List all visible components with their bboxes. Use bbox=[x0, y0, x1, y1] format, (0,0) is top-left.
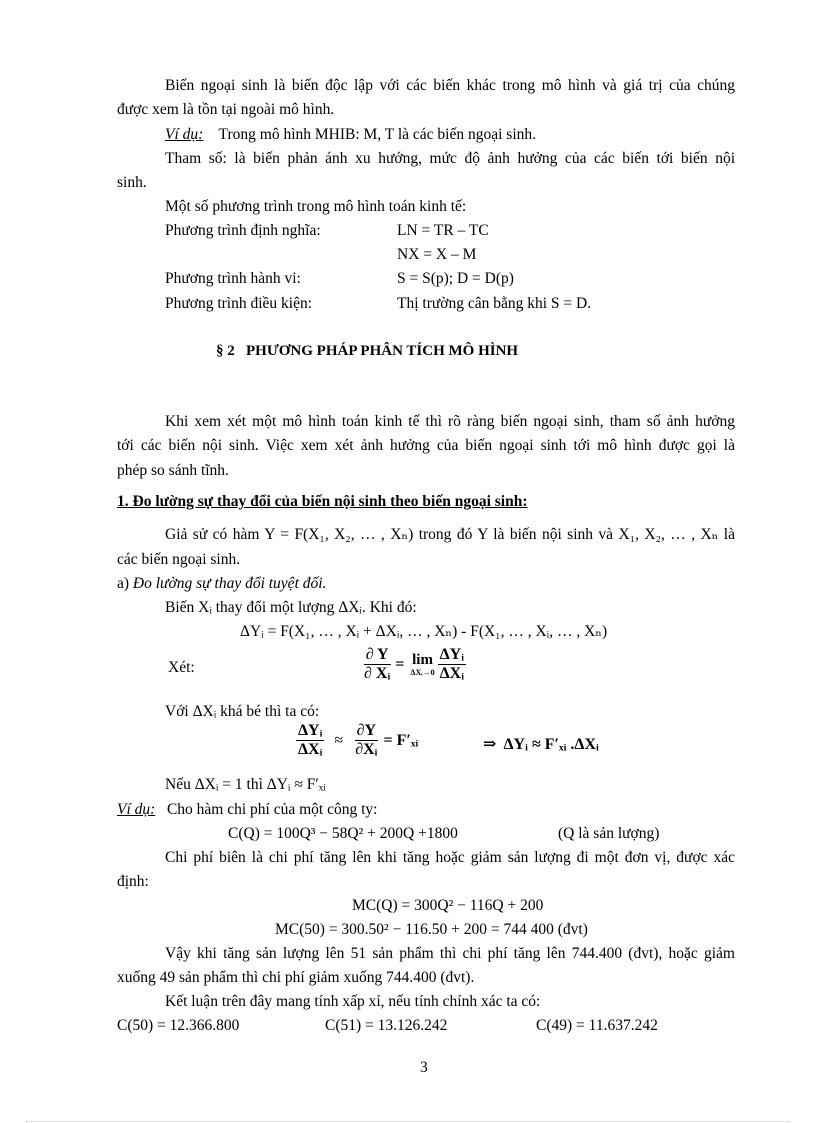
para-function-line2: các biến ngoại sinh. bbox=[117, 551, 241, 568]
value-c49: C(49) = 11.637.242 bbox=[536, 1017, 658, 1034]
section-title: § 2 PHƯƠNG PHÁP PHÂN TÍCH MÔ HÌNH bbox=[216, 343, 519, 359]
def-label: Phương trình định nghĩa: bbox=[165, 222, 321, 239]
eq-approx bbox=[296, 722, 418, 759]
para-conclusion-line2: xuống 49 sản phẩm thì chi phí giảm xuống 744.400 (đvt). bbox=[117, 969, 475, 986]
para-variable-change: Biến Xᵢ thay đổi một lượng ΔXᵢ. Khi đó: bbox=[165, 599, 417, 616]
frac-partial-2 bbox=[353, 722, 379, 759]
example1 bbox=[165, 125, 536, 145]
eq-cost-note: (Q là sản lượng) bbox=[558, 825, 660, 842]
example2-label: Ví dụ: bbox=[117, 801, 156, 818]
para-conclusion-line1: Vậy khi tăng sản lượng lên 51 sản phẩm thì chi phí tăng lên 744.400 (đvt), hoặc giảm bbox=[165, 945, 735, 962]
frac-den: ΔXᵢ bbox=[439, 665, 465, 682]
def-eq1: LN = TR – TC bbox=[397, 222, 489, 239]
frac-dy-dx bbox=[438, 646, 466, 683]
page-bottom-divider bbox=[26, 1121, 790, 1122]
page-number: 3 bbox=[420, 1059, 428, 1076]
sub-heading-a bbox=[117, 574, 326, 594]
eq-cost: C(Q) = 100Q³ − 58Q² + 200Q +1800 bbox=[228, 825, 458, 842]
para-unit-change: Nếu ΔXᵢ = 1 thì ΔYᵢ ≈ F′ₓᵢ bbox=[165, 776, 326, 793]
frac-den: ∂ Xᵢ bbox=[364, 665, 391, 682]
frac-den: ∂Xᵢ bbox=[355, 741, 378, 758]
para-function-line1: Giả sử có hàm Y = F(X₁, X₂, … , Xₙ) trong đó Y là biến nội sinh và X₁, X₂, … , Xₙ là bbox=[165, 526, 735, 543]
beh-label: Phương trình hành vi: bbox=[165, 270, 301, 287]
para-equations-intro: Một số phương trình trong mô hình toán kinh tế: bbox=[165, 198, 467, 215]
para-parameter-line1: Tham số: là biến phản ánh xu hướng, mức độ ảnh hưởng của các biến tới biến nội bbox=[165, 150, 735, 167]
eq-mc: MC(Q) = 300Q² − 116Q + 200 bbox=[352, 897, 544, 914]
limit-text: lim bbox=[412, 651, 433, 668]
cond-eq: Thị trường cân bằng khi S = D. bbox=[397, 295, 592, 312]
para-small-change: Với ΔXᵢ khá bé thì ta có: bbox=[165, 703, 320, 720]
frac-partial-y-x bbox=[362, 646, 392, 683]
para-exogenous-line2: được xem là tồn tại ngoài mô hình. bbox=[117, 101, 335, 118]
f-prime: = F′ₓᵢ bbox=[383, 731, 419, 749]
def-eq2: NX = X – M bbox=[397, 246, 477, 263]
frac-dy-dx-2 bbox=[296, 722, 324, 759]
cond-label: Phương trình điều kiện: bbox=[165, 295, 313, 312]
eq-partial-limit bbox=[362, 646, 466, 683]
frac-num: ΔYᵢ bbox=[298, 722, 323, 739]
limit bbox=[410, 653, 434, 677]
sub-heading-a-text: Đo lường sự thay đổi tuyệt đối. bbox=[132, 575, 327, 592]
frac-den: ΔXᵢ bbox=[298, 741, 323, 758]
approx-sign: ≈ bbox=[334, 731, 344, 749]
eq-implies: ⇒ ΔYᵢ ≈ F′ₓᵢ .ΔXᵢ bbox=[483, 736, 599, 753]
eq-sign: = bbox=[395, 655, 405, 673]
para-static-line2: tới các biến nội sinh. Việc xem xét ảnh hưởng của biến ngoại sinh tới mô hình được gọi là bbox=[117, 437, 735, 454]
beh-eq: S = S(p); D = D(p) bbox=[397, 270, 514, 287]
example2-text: Cho hàm chi phí của một công ty: bbox=[166, 801, 378, 818]
eq-delta-y: ΔYᵢ = F(X₁, … , Xᵢ + ΔXᵢ, … , Xₙ) - F(X₁, … , Xᵢ, … , Xₙ) bbox=[240, 623, 608, 640]
label-xet: Xét: bbox=[168, 659, 195, 676]
para-parameter-line2: sinh. bbox=[117, 174, 147, 191]
limit-sub: ΔXᵢ→0 bbox=[410, 667, 435, 677]
example1-label: Ví dụ: bbox=[165, 126, 204, 143]
para-exogenous-line1: Biến ngoại sinh là biến độc lập với các biến khác trong mô hình và giá trị của chúng bbox=[165, 77, 735, 94]
eq-mc50: MC(50) = 300.50² − 116.50 + 200 = 744 400 (đvt) bbox=[275, 921, 588, 938]
para-static-line1: Khi xem xét một mô hình toán kinh tế thì rõ ràng biến ngoại sinh, tham số ảnh hưởng bbox=[165, 413, 735, 430]
para-marginal-line1: Chi phí biên là chi phí tăng lên khi tăng hoặc giảm sản lượng đi một đơn vị, được xác bbox=[165, 849, 735, 866]
value-c50: C(50) = 12.366.800 bbox=[117, 1017, 240, 1034]
example2 bbox=[117, 800, 377, 820]
sub-heading-a-prefix: a) bbox=[117, 575, 133, 592]
para-static-line3: phép so sánh tĩnh. bbox=[117, 462, 229, 479]
para-marginal-line2: định: bbox=[117, 873, 149, 890]
example1-text: Trong mô hình MHIB: M, T là các biến ngoại sinh. bbox=[218, 126, 537, 143]
frac-num: ΔYᵢ bbox=[439, 646, 465, 663]
para-approx-note: Kết luận trên đây mang tính xấp xỉ, nếu tính chính xác ta có: bbox=[165, 993, 541, 1010]
value-c51: C(51) = 13.126.242 bbox=[325, 1017, 448, 1034]
heading-1: 1. Đo lường sự thay đổi của biến nội sinh theo biến ngoại sinh: bbox=[117, 493, 528, 510]
frac-num: ∂Y bbox=[356, 722, 377, 739]
frac-num: ∂ Y bbox=[365, 646, 389, 663]
